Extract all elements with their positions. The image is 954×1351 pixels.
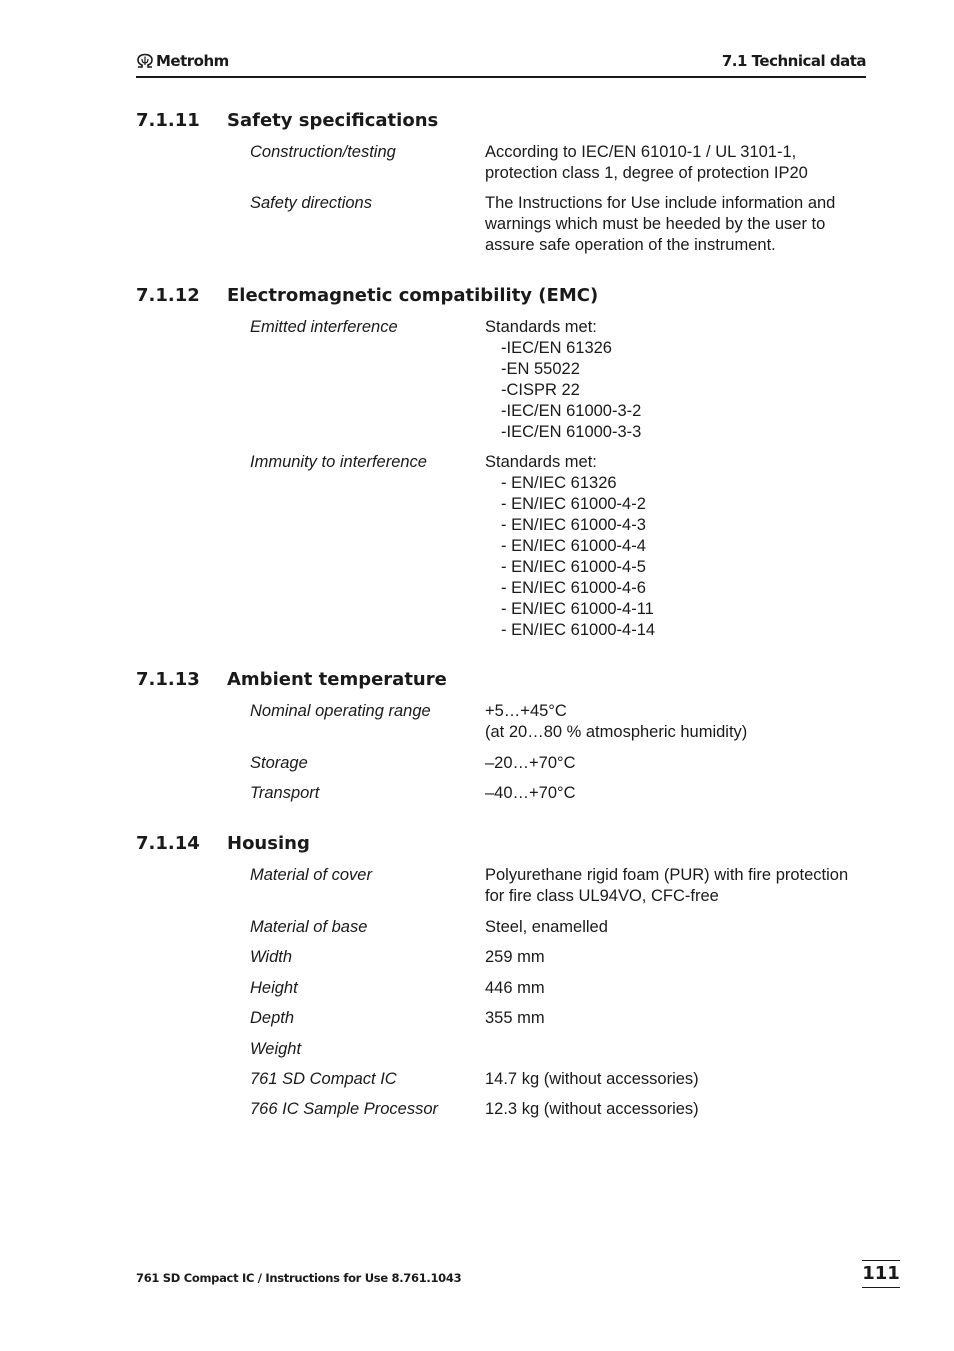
spec-value [485,701,747,743]
spec-label: Transport [250,784,320,802]
standard-item: -EN 55022 [501,360,580,378]
value-line: Standards met: [485,453,597,471]
spec-value [485,1069,699,1090]
section-number: 7.1.11 [136,110,200,131]
section-title: Ambient temperature [227,669,447,690]
standard-item: - EN/IEC 61000-4-2 [501,495,646,513]
value-line: 446 mm [485,979,545,997]
spec-label: Storage [250,754,308,772]
spec-label: 766 IC Sample Processor [250,1100,439,1118]
value-line: warnings which must be heeded by the user to [485,215,826,233]
value-line: Steel, enamelled [485,918,608,936]
standard-item: - EN/IEC 61000-4-5 [501,558,646,576]
spec-value [485,978,545,999]
value-line: 14.7 kg (without accessories) [485,1070,699,1088]
value-line: for fire class UL94VO, CFC-free [485,887,719,905]
spec-label: Nominal operating range [250,702,431,720]
spec-label: Material of cover [250,866,372,884]
value-line: The Instructions for Use include information and [485,194,836,212]
value-line: –20…+70°C [485,754,576,772]
value-line: –40…+70°C [485,784,576,802]
section-title: Housing [227,833,310,854]
value-line: 12.3 kg (without accessories) [485,1100,699,1118]
spec-value [485,783,576,804]
spec-value [485,142,808,184]
value-line: 355 mm [485,1009,545,1027]
value-line: (at 20…80 % atmospheric humidity) [485,723,748,741]
value-line: Standards met: [485,318,597,336]
spec-label: Depth [250,1009,295,1027]
metrohm-omega-icon [136,53,154,69]
value-line: +5…+45°C [485,702,567,720]
spec-value [485,317,641,443]
spec-label: Material of base [250,918,368,936]
spec-value [485,865,848,907]
standard-item: -CISPR 22 [501,381,580,399]
value-line: 259 mm [485,948,545,966]
page-number: 111 [862,1260,900,1288]
spec-label: Weight [250,1040,302,1058]
spec-label: Emitted interference [250,318,398,336]
spec-value [485,753,576,774]
page-header [136,50,866,78]
spec-label: Safety directions [250,194,372,212]
spec-label: Immunity to interference [250,453,427,471]
spec-label: Height [250,979,298,997]
spec-value [485,1099,699,1120]
spec-value [485,917,608,938]
standard-item: - EN/IEC 61000-4-14 [501,621,656,639]
section-number: 7.1.13 [136,669,200,690]
spec-value [485,947,545,968]
spec-label: Width [250,948,293,966]
section-number: 7.1.14 [136,833,200,854]
brand-logo [136,52,229,70]
spec-label: 761 SD Compact IC [250,1070,397,1088]
section-title: Safety specifications [227,110,439,131]
section-title: Electromagnetic compatibility (EMC) [227,285,599,306]
section-number: 7.1.12 [136,285,200,306]
spec-label: Construction/testing [250,143,396,161]
standard-item: -IEC/EN 61326 [501,339,612,357]
standard-item: - EN/IEC 61000-4-11 [501,600,654,618]
value-line: According to IEC/EN 61010-1 / UL 3101-1, [485,143,797,161]
value-line: protection class 1, degree of protection IP20 [485,164,808,182]
standard-item: - EN/IEC 61000-4-4 [501,537,646,555]
chapter-title: 7.1 Technical data [721,52,866,70]
standard-item: - EN/IEC 61000-4-6 [501,579,646,597]
brand-name: Metrohm [156,52,229,70]
footer-document-title: 761 SD Compact IC / Instructions for Use 8.761.1043 [136,1271,462,1285]
spec-value [485,1008,545,1029]
spec-value [485,193,835,256]
standard-item: -IEC/EN 61000-3-3 [501,423,642,441]
standard-item: - EN/IEC 61000-4-3 [501,516,646,534]
standard-item: - EN/IEC 61326 [501,474,617,492]
value-line: Polyurethane rigid foam (PUR) with fire protection [485,866,849,884]
value-line: assure safe operation of the instrument. [485,236,776,254]
standard-item: -IEC/EN 61000-3-2 [501,402,642,420]
spec-value [485,452,655,641]
